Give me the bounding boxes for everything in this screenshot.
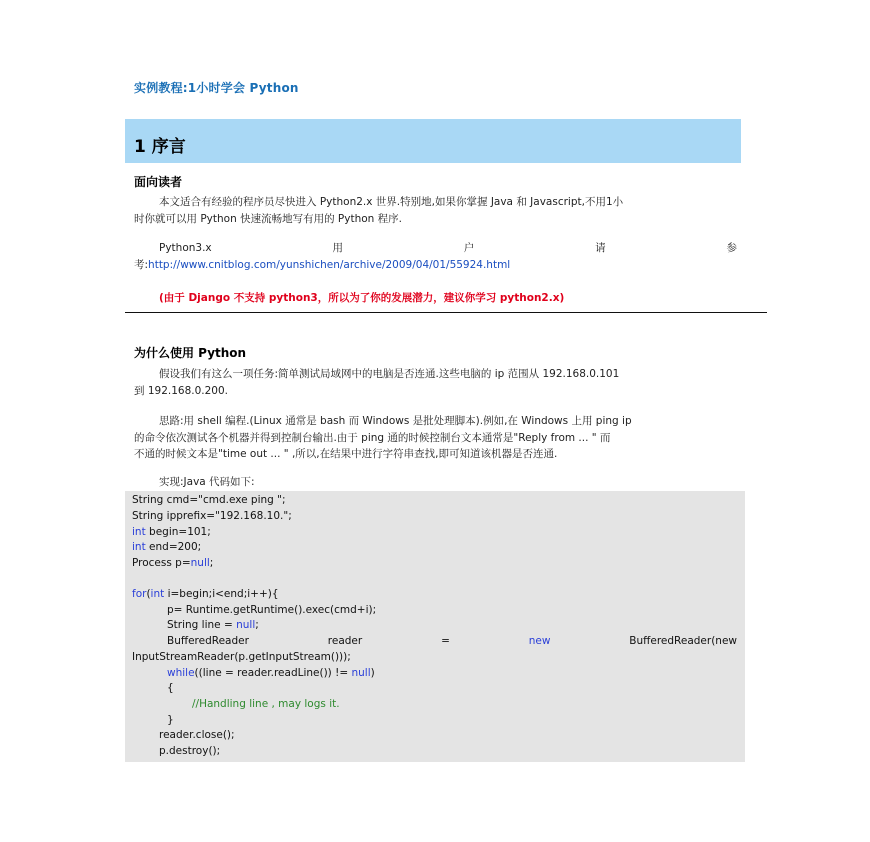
idea-line-2: 的命令依次测试各个机器并得到控制台输出.由于 ping 通的时候控制台文本通常是"Reply from ... " 而 xyxy=(134,432,611,444)
code-keyword: int xyxy=(150,588,165,600)
code-line xyxy=(167,634,737,650)
code-keyword: while xyxy=(167,667,195,679)
py3-prefix: 考: xyxy=(134,259,149,271)
code-line: } xyxy=(167,714,174,726)
py3-word: 用 xyxy=(332,242,343,254)
code-line xyxy=(132,540,201,556)
code-line: String ipprefix="192.168.10."; xyxy=(132,510,292,522)
why-line-2: 到 192.168.0.200. xyxy=(134,385,228,397)
readers-heading: 面向读者 xyxy=(134,175,183,189)
why-line-1: 假设我们有这么一项任务:简单测试局域网中的电脑是否连通.这些电脑的 ip 范围从 192.168.0.101 xyxy=(159,368,620,380)
code-line: p= Runtime.getRuntime().exec(cmd+i); xyxy=(167,604,377,616)
code-block xyxy=(125,491,745,762)
code-keyword: null xyxy=(351,667,371,679)
py3-word: Python3.x xyxy=(159,242,212,254)
code-keyword: int xyxy=(132,526,146,538)
code-keyword: new xyxy=(528,635,551,647)
code-keyword: null xyxy=(236,619,256,631)
code-text: String line = xyxy=(167,619,237,631)
code-line xyxy=(132,587,279,603)
code-text: reader xyxy=(327,635,363,647)
code-text: ((line = reader.readLine()) != xyxy=(194,667,352,679)
impl-line: 实现:Java 代码如下: xyxy=(159,476,255,488)
code-keyword: int xyxy=(132,541,146,553)
code-line: String cmd="cmd.exe ping "; xyxy=(132,494,286,506)
readers-line-2: 时你就可以用 Python 快速流畅地写有用的 Python 程序. xyxy=(134,213,402,225)
code-line: { xyxy=(167,682,174,694)
code-line xyxy=(167,666,375,682)
py3-reference-line xyxy=(134,257,510,274)
py3-link[interactable]: http://www.cnitblog.com/yunshichen/archive/2009/04/01/55924.html xyxy=(148,259,511,271)
code-keyword: for xyxy=(132,588,147,600)
py3-line xyxy=(159,240,737,257)
code-text: = xyxy=(441,635,450,647)
code-text: end=200; xyxy=(145,541,202,553)
code-text: ( xyxy=(146,588,151,600)
section-title: 1 序言 xyxy=(134,137,186,157)
code-line xyxy=(132,525,211,541)
readers-line-1: 本文适合有经验的程序员尽快进入 Python2.x 世界.特别地,如果你掌握 Java 和 Javascript,不用1小 xyxy=(159,196,624,208)
code-comment: //Handling line , may logs it. xyxy=(192,698,340,710)
code-line xyxy=(167,618,259,634)
code-text: ; xyxy=(255,619,259,631)
code-line xyxy=(132,556,213,572)
code-line: p.destroy(); xyxy=(159,745,221,757)
code-text: ; xyxy=(209,557,214,569)
code-keyword: null xyxy=(190,557,210,569)
section-header xyxy=(125,119,741,163)
py3-word: 请 xyxy=(595,242,606,254)
code-text: ) xyxy=(370,667,375,679)
code-text: begin=101; xyxy=(145,526,211,538)
code-text: i=begin;i<end;i++){ xyxy=(164,588,279,600)
code-text: BufferedReader xyxy=(167,635,249,647)
document-title: 实例教程:1小时学会 Python xyxy=(134,81,299,95)
code-line: InputStreamReader(p.getInputStream())); xyxy=(132,651,351,663)
why-heading: 为什么使用 Python xyxy=(134,346,247,360)
code-text: BufferedReader(new xyxy=(629,635,737,647)
divider xyxy=(125,312,767,313)
py3-word: 户 xyxy=(463,242,475,254)
code-line: reader.close(); xyxy=(159,729,235,741)
django-note: (由于 Django 不支持 python3，所以为了你的发展潜力，建议你学习 python2.x) xyxy=(159,292,565,304)
py3-word: 参 xyxy=(726,242,737,254)
code-text: Process p= xyxy=(132,557,191,569)
idea-line-1: 思路:用 shell 编程.(Linux 通常是 bash 而 Windows 是批处理脚本).例如,在 Windows 上用 ping ip xyxy=(159,415,632,427)
idea-line-3: 不通的时候文本是"time out ... " ,所以,在结果中进行字符串查找,即可知道该机器是否连通. xyxy=(134,448,558,460)
